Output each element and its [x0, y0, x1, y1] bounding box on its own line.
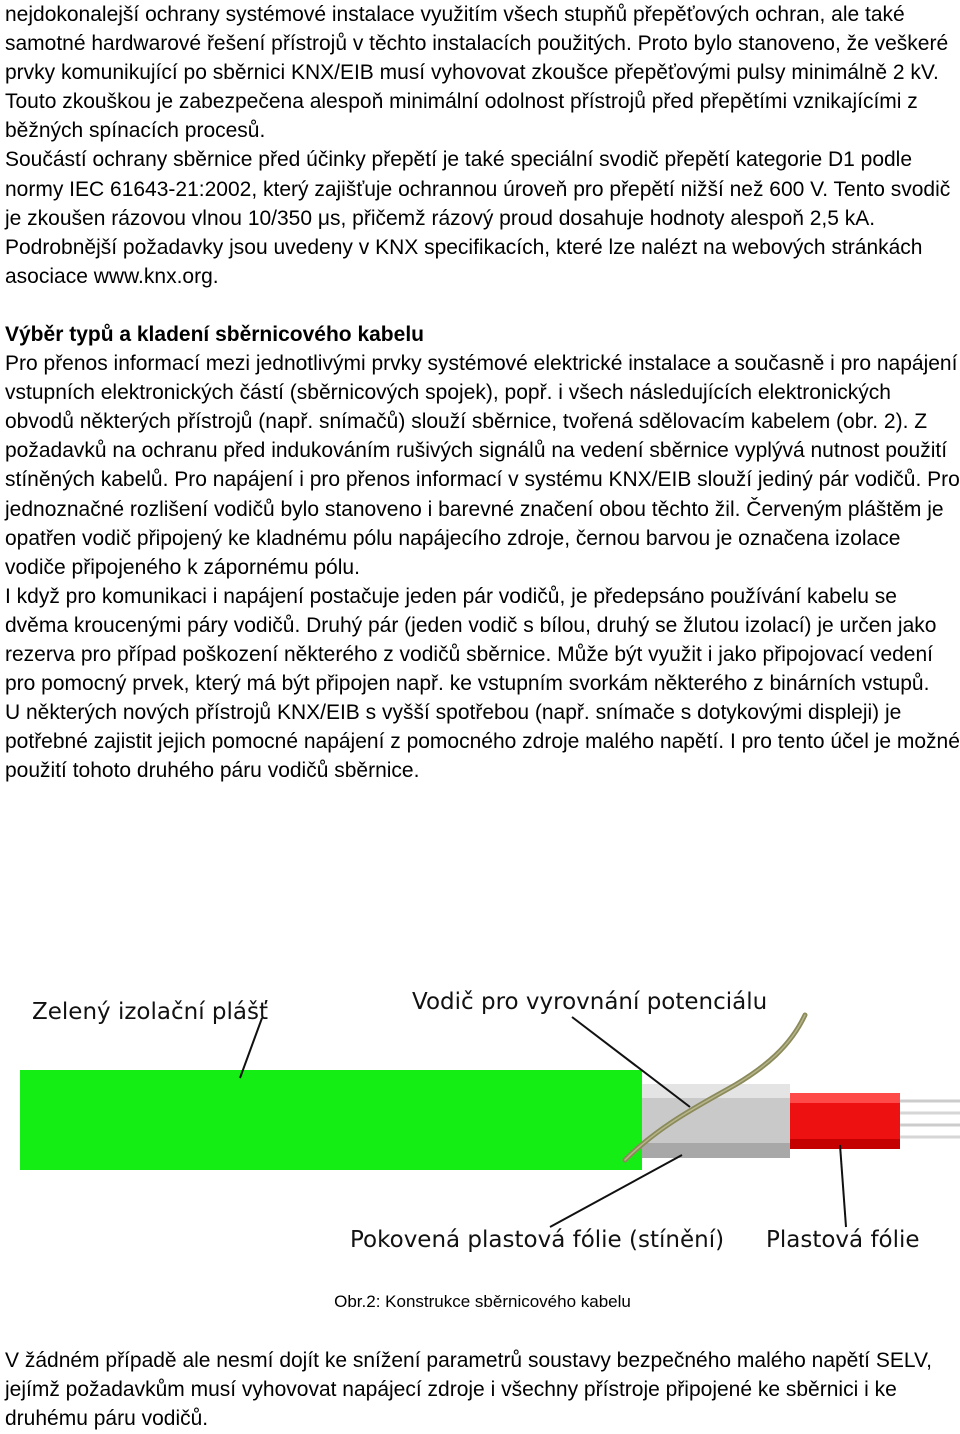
closing-section	[5, 1346, 960, 1433]
section-heading: Výběr typů a kladení sběrnicového kabelu	[5, 322, 424, 346]
document-body	[5, 0, 960, 785]
paragraph-auxiliary-supply: U některých nových přístrojů KNX/EIB s vyšší spotřebou (např. snímače s dotykovými displeji) je potřebné zajistit jejich pomocné napájení z pomocného zdroje malého napětí. I pro tento účel je možné použití tohoto druhého páru vodičů sběrnice.	[5, 701, 960, 783]
pointer-foil	[840, 1145, 846, 1227]
spacer	[5, 291, 960, 320]
conductor-wires	[900, 1101, 960, 1137]
label-plastic-foil: Plastová fólie	[766, 1227, 920, 1253]
paragraph-surge-protection: nejdokonalejší ochrany systémové instalace využitím všech stupňů přepěťových ochran, ale také samotné hardwarové řešení přístrojů v těchto instalacích použitých. Proto bylo stanoveno, že veškeré prvky komunikující po sběrnici KNX/EIB musí vyhovovat zkoušce přepěťovými pulsy minimálně 2 kV. Touto zkouškou je zabezpečena alespoň minimální odolnost přístrojů před přepětími vznikajícími z běžných spínacích procesů.	[5, 3, 949, 143]
cable-construction-figure	[0, 975, 960, 1275]
paragraph-bus-cable: Pro přenos informací mezi jednotlivými prvky systémové elektrické instalace a současně i pro napájení vstupních elektronických částí (sběrnicových spojek), popř. i všech následujících elektronických obvodů některých přístrojů (např. snímačů) slouží sběrnice, tvořená sdělovacím kabelem (obr. 2). Z požadavků na ochranu před indukováním rušivých signálů na vedení sběrnice vyplývá nutnost použití stíněných kabelů. Pro napájení i pro přenos informací v systému KNX/EIB slouží jediný pár vodičů. Pro jednoznačné rozlišení vodičů bylo stanoveno i barevné značení obou těchto žil. Červeným pláštěm je opatřen vodič připojený ke kladnému pólu napájecího zdroje, černou barvou je označena izolace vodiče připojeného k zápornému pólu.	[5, 352, 960, 579]
paragraph-knx-specifications: Podrobnější požadavky jsou uvedeny v KNX specifikacích, které lze nalézt na webových stránkách asociace www.knx.org.	[5, 235, 923, 288]
figure-caption: Obr.2: Konstrukce sběrnicového kabelu	[334, 1292, 631, 1311]
label-outer-sheath: Zelený izolační plášť	[32, 999, 268, 1025]
label-drain-wire: Vodič pro vyrovnání potenciálu	[412, 989, 768, 1015]
outer-sheath-layer	[20, 1070, 642, 1170]
pointer-sheath	[240, 1018, 262, 1078]
paragraph-second-pair: I když pro komunikaci i napájení postačuje jeden pár vodičů, je předepsáno používání kabelu se dvěma kroucenými páry vodičů. Druhý pár (jeden vodič s bílou, druhý se žlutou izolací) je určen jako rezerva pro případ poškození některého z vodičů sběrnice. Může být využit i jako připojovací vedení pro pomocný prvek, který má být připojen např. ke vstupním svorkám některého z binárních vstupů.	[5, 584, 937, 696]
paragraph-surge-arrester: Součástí ochrany sběrnice před účinky přepětí je také speciální svodič přepětí kategorie D1 podle normy IEC 61643-21:2002, který zajišťuje ochrannou úroveň pro přepětí nižší než 600 V. Tento svodič je zkoušen rázovou vlnou 10/350 μs, přičemž rázový proud dosahuje hodnoty alespoň 2,5 kA.	[5, 148, 951, 230]
label-shield-foil: Pokovená plastová fólie (stínění)	[350, 1227, 725, 1253]
paragraph-selv: V žádném případě ale nesmí dojít ke snížení parametrů soustavy bezpečného malého napětí SELV, jejímž požadavkům musí vyhovovat napájecí zdroje i všechny přístroje připojené ke sběrnici i ke druhému páru vodičů.	[5, 1349, 932, 1431]
